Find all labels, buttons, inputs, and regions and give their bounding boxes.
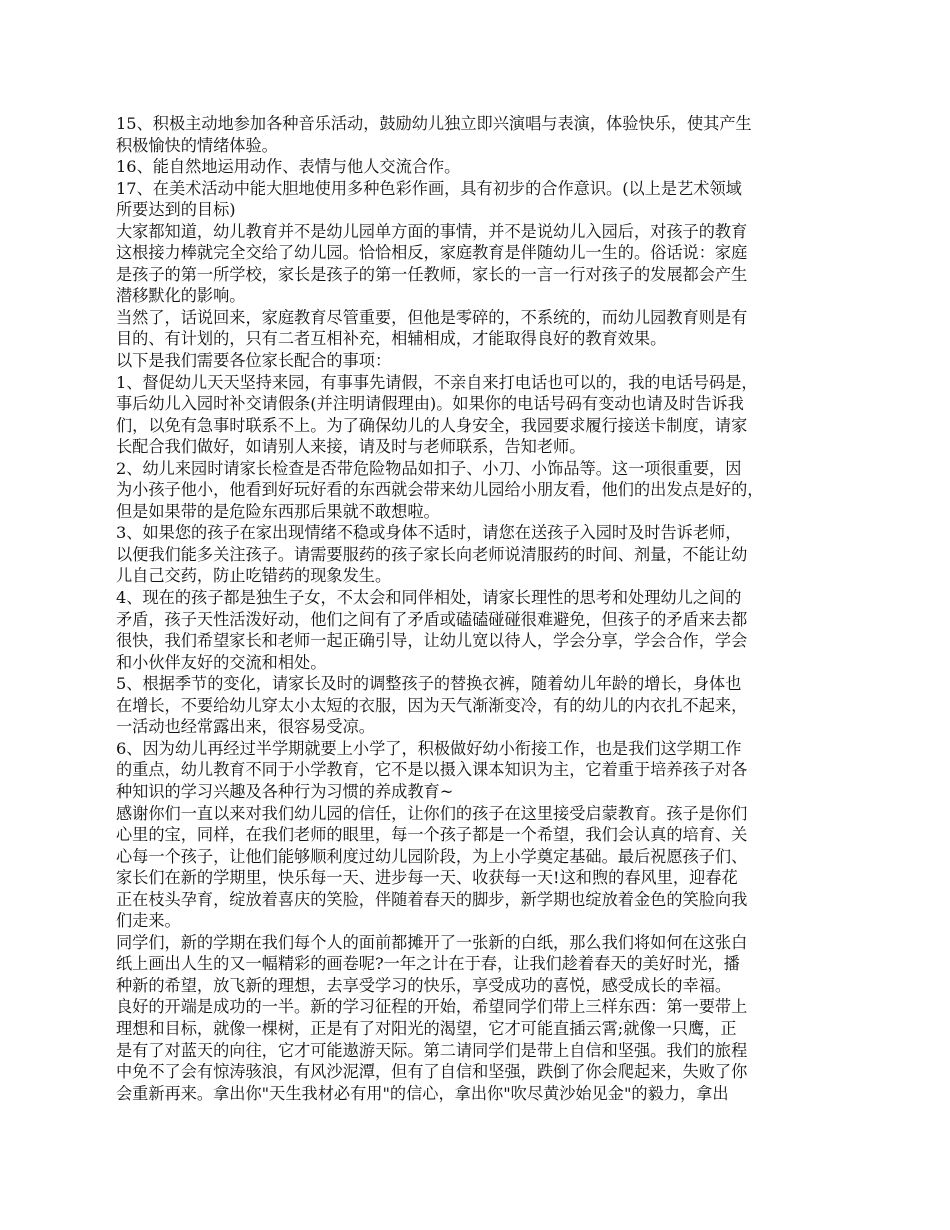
text-line: 15、积极主动地参加各种音乐活动，鼓励幼儿独立即兴演唱与表演，体验快乐，使其产生 [116, 114, 752, 133]
text-line: 感谢你们一直以来对我们幼儿园的信任，让你们的孩子在这里接受启蒙教育。孩子是你们 [116, 803, 748, 823]
text-line: 同学们，新的学期在我们每个人的面前都摊开了一张新的白纸，那么我们将如何在这张白 [116, 932, 748, 952]
text-line: 5、根据季节的变化，请家长及时的调整孩子的替换衣裤，随着幼儿年龄的增长，身体也 [116, 674, 742, 694]
text-line: 在增长，不要给幼儿穿太小太短的衣服，因为天气渐渐变冷，有的幼儿的内衣扎不起来， [116, 695, 748, 715]
text-line: 们，以免有急事时联系不上。为了确保幼儿的人身安全，我园要求履行接送卡制度，请家 [116, 415, 748, 435]
text-line: 是孩子的第一所学校，家长是孩子的第一任教师，家长的一言一行对孩子的发展都会产生 [116, 264, 748, 284]
text-line: 矛盾，孩子天性活泼好动，他们之间有了矛盾或磕磕碰碰很难避免，但孩子的矛盾来去都 [116, 609, 748, 629]
text-line: 是有了对蓝天的向往，它才可能遨游天际。第二请同学们是带上自信和坚强。我们的旅程 [116, 1040, 748, 1060]
text-line: 潜移默化的影响。 [116, 286, 246, 306]
text-line: 中免不了会有惊涛骇浪，有风沙泥潭，但有了自信和坚强，跌倒了你会爬起来，失败了你 [116, 1062, 748, 1082]
text-line: 16、能自然地运用动作、表情与他人交流合作。 [116, 157, 461, 177]
text-line: 种新的希望，放飞新的理想，去享受学习的快乐，享受成功的喜悦，感受成长的幸福。 [116, 975, 732, 995]
text-line: 纸上画出人生的又一幅精彩的画卷呢?一年之计在于春，让我们趁着春天的美好时光，播 [116, 954, 740, 974]
text-line: 很快，我们希望家长和老师一起正确引导，让幼儿宽以待人，学会分享，学会合作，学会 [116, 631, 748, 651]
text-line: 1、督促幼儿天天坚持来园，有事事先请假，不亲自来打电话也可以的，我的电话号码是， [116, 372, 758, 392]
text-line: 会重新再来。拿出你"天生我材必有用"的信心，拿出你"吹尽黄沙始见金"的毅力，拿出 [116, 1083, 729, 1103]
text-line: 正在枝头孕育，绽放着喜庆的笑脸，伴随着春天的脚步，新学期也绽放着金色的笑脸向我 [116, 889, 748, 909]
text-line: 家长们在新的学期里，快乐每一天、进步每一天、收获每一天!这和煦的春风里，迎春花 [116, 868, 738, 888]
text-line: 6、因为幼儿再经过半学期就要上小学了，积极做好幼小衔接工作，也是我们这学期工作 [116, 738, 742, 758]
text-line: 良好的开端是成功的一半。新的学习征程的开始，希望同学们带上三样东西：第一要带上 [116, 997, 748, 1017]
text-line: 这根接力棒就完全交给了幼儿园。恰恰相反，家庭教育是伴随幼儿一生的。俗话说：家庭 [116, 243, 748, 263]
text-line: 一活动也经常露出来，很容易受凉。 [116, 717, 375, 737]
text-line: 3、如果您的孩子在家出现情绪不稳或身体不适时，请您在送孩子入园时及时告诉老师， [116, 523, 742, 543]
text-line: 以便我们能多关注孩子。请需要服药的孩子家长向老师说清服药的时间、剂量，不能让幼 [116, 544, 748, 564]
text-line: 大家都知道，幼儿教育并不是幼儿园单方面的事情，并不是说幼儿入园后，对孩子的教育 [116, 221, 748, 241]
text-line: 心每一个孩子，让他们能够顺利度过幼儿园阶段，为上小学奠定基础。最后祝愿孩子们、 [116, 846, 748, 866]
text-line: 以下是我们需要各位家长配合的事项： [116, 351, 392, 371]
text-line: 心里的宝，同样，在我们老师的眼里，每一个孩子都是一个希望，我们会认真的培育、关 [116, 825, 748, 845]
text-line: 儿自己交药，防止吃错药的现象发生。 [116, 566, 392, 586]
text-line: 所要达到的目标) [116, 200, 236, 220]
document-body [116, 113, 848, 1104]
text-line: 长配合我们做好，如请别人来接，请及时与老师联系，告知老师。 [116, 437, 586, 457]
text-line: 的重点，幼儿教育不同于小学教育，它不是以摄入课本知识为主，它着重于培养孩子对各 [116, 760, 748, 780]
text-line: 积极愉快的情绪体验。 [116, 135, 278, 155]
text-line: 种知识的学习兴趣及各种行为习惯的养成教育~ [116, 781, 454, 801]
text-line: 2、幼儿来园时请家长检查是否带危险物品如扣子、小刀、小饰品等。这一项很重要，因 [116, 458, 742, 478]
text-line: 为小孩子他小，他看到好玩好看的东西就会带来幼儿园给小朋友看，他们的出发点是好的， [116, 480, 764, 500]
text-line: 和小伙伴友好的交流和相处。 [116, 652, 327, 672]
text-line: 事后幼儿入园时补交请假条(并注明请假理由)。如果你的电话号码有变动也请及时告诉我 [116, 394, 744, 414]
text-line: 当然了，话说回来，家庭教育尽管重要，但他是零碎的，不系统的，而幼儿园教育则是有 [116, 307, 748, 327]
text-line: 们走来。 [116, 911, 181, 931]
text-line: 17、在美术活动中能大胆地使用多种色彩作画，具有初步的合作意识。(以上是艺术领域 [116, 178, 742, 198]
text-line: 4、现在的孩子都是独生子女，不太会和同伴相处，请家长理性的思考和处理幼儿之间的 [116, 588, 742, 608]
text-line: 理想和目标，就像一棵树，正是有了对阳光的渴望，它才可能直插云霄;就像一只鹰，正 [116, 1018, 737, 1038]
text-line: 但是如果带的是危险东西那后果就不敢想啦。 [116, 501, 440, 521]
text-line: 目的、有计划的，只有二者互相补充，相辅相成，才能取得良好的教育效果。 [116, 329, 667, 349]
